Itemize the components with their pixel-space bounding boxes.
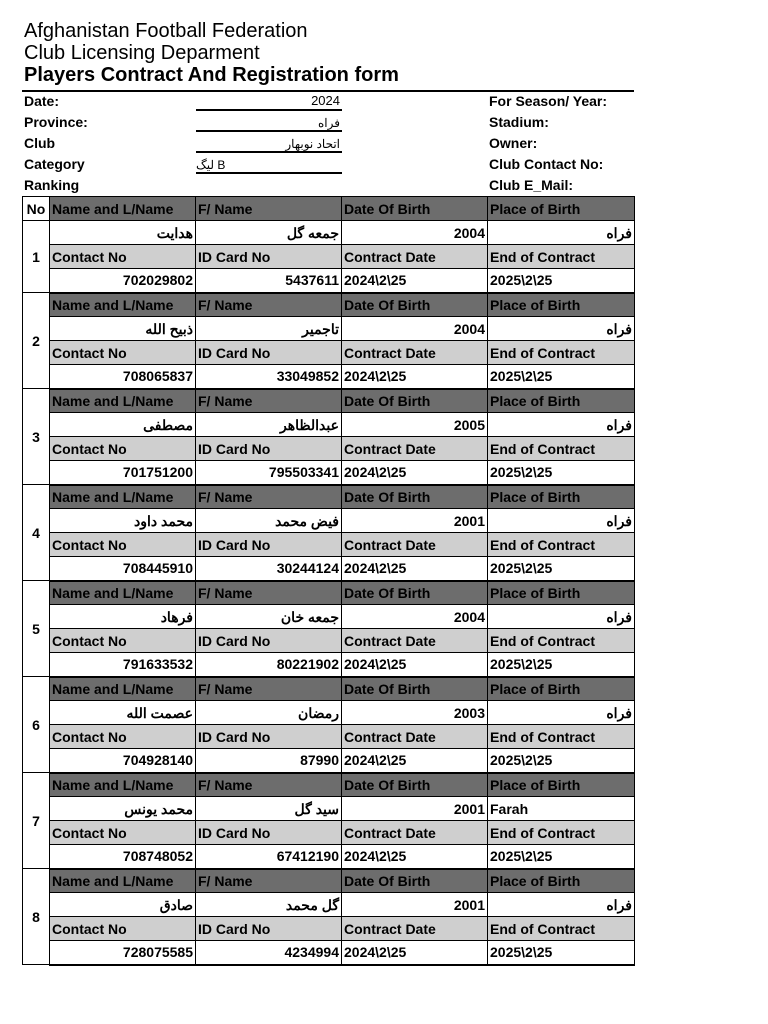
date-underline xyxy=(196,109,342,111)
column-header-end-contract: End of Contract xyxy=(488,245,635,269)
column-header-contact: Contact No xyxy=(50,821,196,845)
column-header-end-contract: End of Contract xyxy=(488,821,635,845)
column-header-contract-date: Contract Date xyxy=(342,629,488,653)
column-header-id-card: ID Card No xyxy=(196,437,342,461)
column-header-name: Name and L/Name xyxy=(50,389,196,413)
player-contract-header-row xyxy=(23,917,635,941)
column-header-end-contract: End of Contract xyxy=(488,917,635,941)
column-header-name: Name and L/Name xyxy=(50,773,196,797)
column-header-pob: Place of Birth xyxy=(488,869,635,893)
player-father-cell[interactable]: جمعه گل xyxy=(196,221,342,245)
player-info-row xyxy=(23,893,635,917)
player-header-row xyxy=(23,773,635,797)
column-header-name: Name and L/Name xyxy=(50,485,196,509)
column-header-dob: Date Of Birth xyxy=(342,293,488,317)
column-header-contract-date: Contract Date xyxy=(342,245,488,269)
column-header-id-card: ID Card No xyxy=(196,629,342,653)
player-dob-cell[interactable]: 2001 xyxy=(342,509,488,533)
player-contract-header-row xyxy=(23,629,635,653)
column-header-father: F/ Name xyxy=(196,869,342,893)
column-header-end-contract: End of Contract xyxy=(488,533,635,557)
column-header-contact: Contact No xyxy=(50,917,196,941)
column-header-id-card: ID Card No xyxy=(196,917,342,941)
column-header-dob: Date Of Birth xyxy=(342,677,488,701)
player-contact-cell[interactable]: 701751200 xyxy=(50,461,196,485)
player-pob-cell[interactable]: فراه xyxy=(488,413,635,437)
category-value[interactable]: B لیگ xyxy=(196,158,226,172)
stadium-label: Stadium: xyxy=(489,114,549,130)
column-header-contact: Contact No xyxy=(50,629,196,653)
player-dob-cell[interactable]: 2003 xyxy=(342,701,488,725)
province-underline xyxy=(196,130,342,132)
player-pob-cell[interactable]: Farah xyxy=(488,797,635,821)
player-info-row xyxy=(23,317,635,341)
column-header-contact: Contact No xyxy=(50,725,196,749)
column-header-id-card: ID Card No xyxy=(196,245,342,269)
player-end-contract-cell[interactable]: 2025\2\25 xyxy=(488,365,635,389)
column-header-end-contract: End of Contract xyxy=(488,725,635,749)
federation-name: Afghanistan Football Federation xyxy=(24,20,308,42)
player-contract-row xyxy=(23,365,635,389)
date-label: Date: xyxy=(24,93,60,109)
player-contract-row xyxy=(23,269,635,293)
player-father-cell[interactable]: عبدالظاهر xyxy=(196,413,342,437)
player-contract-date-cell[interactable]: 2024\2\25 xyxy=(342,269,488,293)
player-contract-row xyxy=(23,845,635,869)
club-label: Club xyxy=(24,135,56,151)
player-number: 2 xyxy=(23,293,50,389)
player-id-card-cell[interactable]: 30244124 xyxy=(196,557,342,581)
player-number: 5 xyxy=(23,581,50,677)
player-contact-cell[interactable]: 708748052 xyxy=(50,845,196,869)
player-name-cell[interactable]: هدایت xyxy=(50,221,196,245)
player-contract-row xyxy=(23,461,635,485)
player-header-row xyxy=(23,293,635,317)
player-header-row xyxy=(23,581,635,605)
player-contact-cell[interactable]: 702029802 xyxy=(50,269,196,293)
column-header-father: F/ Name xyxy=(196,389,342,413)
player-pob-cell[interactable]: فراه xyxy=(488,893,635,917)
column-header-pob: Place of Birth xyxy=(488,293,635,317)
player-info-row xyxy=(23,509,635,533)
player-contract-header-row xyxy=(23,533,635,557)
player-number: 4 xyxy=(23,485,50,581)
season-label: For Season/ Year: xyxy=(489,93,608,109)
column-header-id-card: ID Card No xyxy=(196,533,342,557)
player-number: 8 xyxy=(23,869,50,965)
player-pob-cell[interactable]: فراه xyxy=(488,509,635,533)
player-number: 1 xyxy=(23,221,50,293)
player-name-cell[interactable]: مصطفی xyxy=(50,413,196,437)
player-contract-row xyxy=(23,941,635,965)
player-id-card-cell[interactable]: 80221902 xyxy=(196,653,342,677)
player-contract-date-cell[interactable]: 2024\2\25 xyxy=(342,941,488,965)
column-header-pob: Place of Birth xyxy=(488,773,635,797)
province-label: Province: xyxy=(24,114,88,130)
column-header-father: F/ Name xyxy=(196,677,342,701)
player-pob-cell[interactable]: فراه xyxy=(488,317,635,341)
player-dob-cell[interactable]: 2001 xyxy=(342,893,488,917)
owner-label: Owner: xyxy=(489,135,538,151)
column-header-father: F/ Name xyxy=(196,581,342,605)
player-number: 3 xyxy=(23,389,50,485)
player-contact-cell[interactable]: 708445910 xyxy=(50,557,196,581)
player-contract-header-row xyxy=(23,821,635,845)
players-table xyxy=(22,196,635,966)
category-underline xyxy=(196,172,342,174)
player-contract-date-cell[interactable]: 2024\2\25 xyxy=(342,365,488,389)
player-info-row xyxy=(23,413,635,437)
player-contract-header-row xyxy=(23,437,635,461)
player-dob-cell[interactable]: 2004 xyxy=(342,317,488,341)
player-contract-header-row xyxy=(23,341,635,365)
no-column-header: No xyxy=(23,197,50,221)
column-header-dob: Date Of Birth xyxy=(342,773,488,797)
player-contract-header-row xyxy=(23,725,635,749)
player-dob-cell[interactable]: 2004 xyxy=(342,221,488,245)
column-header-contract-date: Contract Date xyxy=(342,437,488,461)
player-header-row xyxy=(23,869,635,893)
player-contract-row xyxy=(23,557,635,581)
column-header-name: Name and L/Name xyxy=(50,581,196,605)
player-header-row xyxy=(23,485,635,509)
player-name-cell[interactable]: ذبیح الله xyxy=(50,317,196,341)
player-dob-cell[interactable]: 2004 xyxy=(342,605,488,629)
player-id-card-cell[interactable]: 33049852 xyxy=(196,365,342,389)
column-header-pob: Place of Birth xyxy=(488,197,635,221)
player-end-contract-cell[interactable]: 2025\2\25 xyxy=(488,941,635,965)
column-header-contract-date: Contract Date xyxy=(342,725,488,749)
column-header-pob: Place of Birth xyxy=(488,485,635,509)
player-pob-cell[interactable]: فراه xyxy=(488,221,635,245)
player-number: 6 xyxy=(23,677,50,773)
player-header-row xyxy=(23,389,635,413)
column-header-name: Name and L/Name xyxy=(50,869,196,893)
player-id-card-cell[interactable]: 5437611 xyxy=(196,269,342,293)
player-contact-cell[interactable]: 708065837 xyxy=(50,365,196,389)
player-contract-date-cell[interactable]: 2024\2\25 xyxy=(342,749,488,773)
player-pob-cell[interactable]: فراه xyxy=(488,701,635,725)
club-contact-label: Club Contact No: xyxy=(489,156,604,172)
column-header-name: Name and L/Name xyxy=(50,293,196,317)
form-title: Players Contract And Registration form xyxy=(24,64,399,86)
column-header-pob: Place of Birth xyxy=(488,677,635,701)
player-info-row xyxy=(23,797,635,821)
player-father-cell[interactable]: جمعه خان xyxy=(196,605,342,629)
player-contract-date-cell[interactable]: 2024\2\25 xyxy=(342,845,488,869)
player-name-cell[interactable]: صادق xyxy=(50,893,196,917)
ranking-label: Ranking xyxy=(24,177,80,193)
player-header-row xyxy=(23,677,635,701)
province-value[interactable]: فراه xyxy=(318,116,340,130)
column-header-end-contract: End of Contract xyxy=(488,629,635,653)
player-id-card-cell[interactable]: 87990 xyxy=(196,749,342,773)
column-header-dob: Date Of Birth xyxy=(342,581,488,605)
column-header-contact: Contact No xyxy=(50,533,196,557)
column-header-father: F/ Name xyxy=(196,485,342,509)
player-dob-cell[interactable]: 2005 xyxy=(342,413,488,437)
player-contact-cell[interactable]: 728075585 xyxy=(50,941,196,965)
player-dob-cell[interactable]: 2001 xyxy=(342,797,488,821)
player-end-contract-cell[interactable]: 2025\2\25 xyxy=(488,653,635,677)
column-header-end-contract: End of Contract xyxy=(488,437,635,461)
club-underline xyxy=(196,151,342,153)
column-header-name: Name and L/Name xyxy=(50,677,196,701)
club-value[interactable]: اتحاد نوبهار xyxy=(285,137,340,151)
player-header-row xyxy=(23,197,635,221)
column-header-pob: Place of Birth xyxy=(488,389,635,413)
player-info-row xyxy=(23,221,635,245)
player-contract-row xyxy=(23,653,635,677)
player-contract-date-cell[interactable]: 2024\2\25 xyxy=(342,653,488,677)
player-contract-row xyxy=(23,749,635,773)
column-header-contract-date: Contract Date xyxy=(342,917,488,941)
player-name-cell[interactable]: فرهاد xyxy=(50,605,196,629)
player-number: 7 xyxy=(23,773,50,869)
column-header-pob: Place of Birth xyxy=(488,581,635,605)
column-header-dob: Date Of Birth xyxy=(342,389,488,413)
column-header-father: F/ Name xyxy=(196,773,342,797)
player-info-row xyxy=(23,605,635,629)
player-contact-cell[interactable]: 704928140 xyxy=(50,749,196,773)
column-header-father: F/ Name xyxy=(196,293,342,317)
player-father-cell[interactable]: تاجمیر xyxy=(196,317,342,341)
column-header-contract-date: Contract Date xyxy=(342,821,488,845)
column-header-id-card: ID Card No xyxy=(196,341,342,365)
column-header-id-card: ID Card No xyxy=(196,725,342,749)
player-end-contract-cell[interactable]: 2025\2\25 xyxy=(488,845,635,869)
player-end-contract-cell[interactable]: 2025\2\25 xyxy=(488,461,635,485)
column-header-contact: Contact No xyxy=(50,437,196,461)
column-header-dob: Date Of Birth xyxy=(342,869,488,893)
player-pob-cell[interactable]: فراه xyxy=(488,605,635,629)
category-label: Category xyxy=(24,156,85,172)
player-name-cell[interactable]: محمد یونس xyxy=(50,797,196,821)
date-value[interactable]: 2024 xyxy=(311,93,340,108)
player-contract-date-cell[interactable]: 2024\2\25 xyxy=(342,557,488,581)
column-header-contact: Contact No xyxy=(50,341,196,365)
column-header-dob: Date Of Birth xyxy=(342,197,488,221)
player-father-cell[interactable]: سید گل xyxy=(196,797,342,821)
player-contract-header-row xyxy=(23,245,635,269)
department-name: Club Licensing Deparment xyxy=(24,42,260,64)
player-id-card-cell[interactable]: 4234994 xyxy=(196,941,342,965)
player-father-cell[interactable]: فیض محمد xyxy=(196,509,342,533)
player-end-contract-cell[interactable]: 2025\2\25 xyxy=(488,749,635,773)
player-name-cell[interactable]: عصمت الله xyxy=(50,701,196,725)
column-header-name: Name and L/Name xyxy=(50,197,196,221)
header-divider xyxy=(22,90,634,92)
column-header-dob: Date Of Birth xyxy=(342,485,488,509)
club-email-label: Club E_Mail: xyxy=(489,177,574,193)
player-father-cell[interactable]: رمضان xyxy=(196,701,342,725)
player-name-cell[interactable]: محمد داود xyxy=(50,509,196,533)
player-id-card-cell[interactable]: 795503341 xyxy=(196,461,342,485)
player-id-card-cell[interactable]: 67412190 xyxy=(196,845,342,869)
column-header-contract-date: Contract Date xyxy=(342,341,488,365)
player-end-contract-cell[interactable]: 2025\2\25 xyxy=(488,269,635,293)
column-header-contact: Contact No xyxy=(50,245,196,269)
column-header-id-card: ID Card No xyxy=(196,821,342,845)
column-header-end-contract: End of Contract xyxy=(488,341,635,365)
player-end-contract-cell[interactable]: 2025\2\25 xyxy=(488,557,635,581)
player-info-row xyxy=(23,701,635,725)
column-header-father: F/ Name xyxy=(196,197,342,221)
column-header-contract-date: Contract Date xyxy=(342,533,488,557)
player-father-cell[interactable]: گل محمد xyxy=(196,893,342,917)
player-contract-date-cell[interactable]: 2024\2\25 xyxy=(342,461,488,485)
player-contact-cell[interactable]: 791633532 xyxy=(50,653,196,677)
